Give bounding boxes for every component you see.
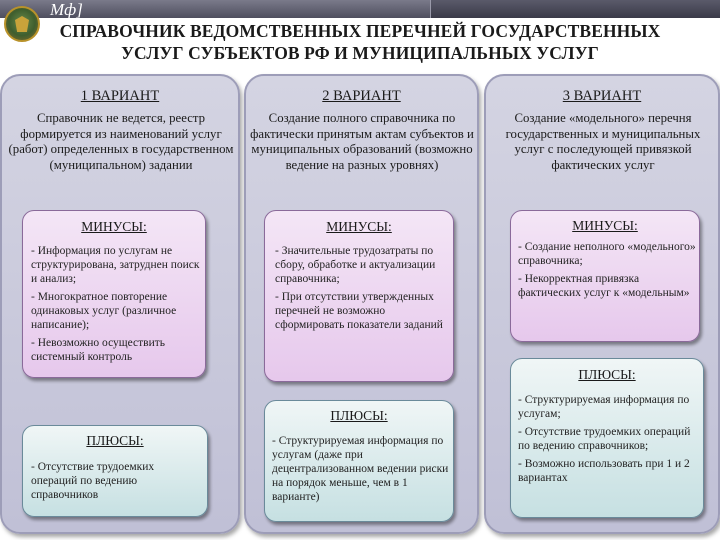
variant-1-minus-list: [31, 244, 203, 368]
variant-3-plus-list: [518, 393, 698, 489]
variant-2-plus-title: ПЛЮСЫ:: [330, 408, 388, 423]
variant-1-minus-title: МИНУСЫ:: [81, 219, 147, 234]
variant-2-plus-list: [272, 434, 450, 508]
variant-3-heading: 3 ВАРИАНТ: [562, 88, 642, 104]
variant-1-description: Справочник не ведется, реестр формируется из наименований услуг (работ) определенных в государственном (муниципальном) задании: [8, 111, 234, 172]
variant-2-minus-title: МИНУСЫ:: [326, 219, 392, 234]
list-item: - Создание неполного «модельного» справочника;: [518, 241, 696, 267]
variant-3-minus-list: [518, 240, 696, 304]
variant-3-minus-title: МИНУСЫ:: [572, 218, 638, 233]
list-item: - Структурируемая информация по услугам;: [518, 394, 690, 420]
variant-3-plus-title: ПЛЮСЫ:: [578, 367, 636, 382]
list-item: - Отсутствие трудоемких операций по ведению справочников;: [518, 426, 691, 452]
list-item: - При отсутствии утвержденных перечней не возможно сформировать показатели заданий: [275, 291, 443, 331]
slide-title-line-1: СПРАВОЧНИК ВЕДОМСТВЕННЫХ ПЕРЕЧНЕЙ ГОСУДАРСТВЕННЫХ: [59, 21, 661, 41]
list-item: - Многократное повторение одинаковых услуг (различное написание);: [31, 291, 177, 331]
slide-title: [0, 20, 720, 64]
variant-3-description: Создание «модельного» перечня государственных и муниципальных услуг с последующей привязкой фактических услуг: [505, 111, 701, 172]
list-item: - Значительные трудозатраты по сбору, обработке и актуализации справочника;: [275, 245, 436, 285]
variant-2-description: Создание полного справочника по фактически принятым актам субъектов и муниципальных образований (возможно ведение на разных уровнях): [250, 111, 474, 172]
list-item: - Возможно использовать при 1 и 2 вариантах: [518, 458, 690, 484]
variant-2-minus-list: [275, 244, 447, 336]
brand-logo-text: Мф]: [50, 0, 83, 19]
variant-1-plus-list: [31, 460, 203, 506]
top-bar-right-panel: [430, 0, 720, 18]
variant-2-heading: 2 ВАРИАНТ: [322, 88, 401, 104]
variant-1-heading: 1 ВАРИАНТ: [80, 88, 160, 104]
list-item: - Структурируемая информация по услугам (даже при децентрализованном ведении риски на порядок меньше, чем в 1 варианте): [272, 435, 449, 503]
list-item: - Информация по услугам не структурирована, затруднен поиск и анализ;: [31, 245, 200, 285]
slide-title-line-2: УСЛУГ СУБЪЕКТОВ РФ И МУНИЦИПАЛЬНЫХ УСЛУГ: [121, 43, 599, 63]
list-item: - Некорректная привязка фактических услуг к «модельным»: [518, 273, 690, 299]
list-item: - Невозможно осуществить системный контроль: [31, 337, 166, 363]
variant-1-plus-title: ПЛЮСЫ:: [86, 433, 144, 448]
list-item: - Отсутствие трудоемких операций по ведению справочников: [31, 461, 155, 501]
